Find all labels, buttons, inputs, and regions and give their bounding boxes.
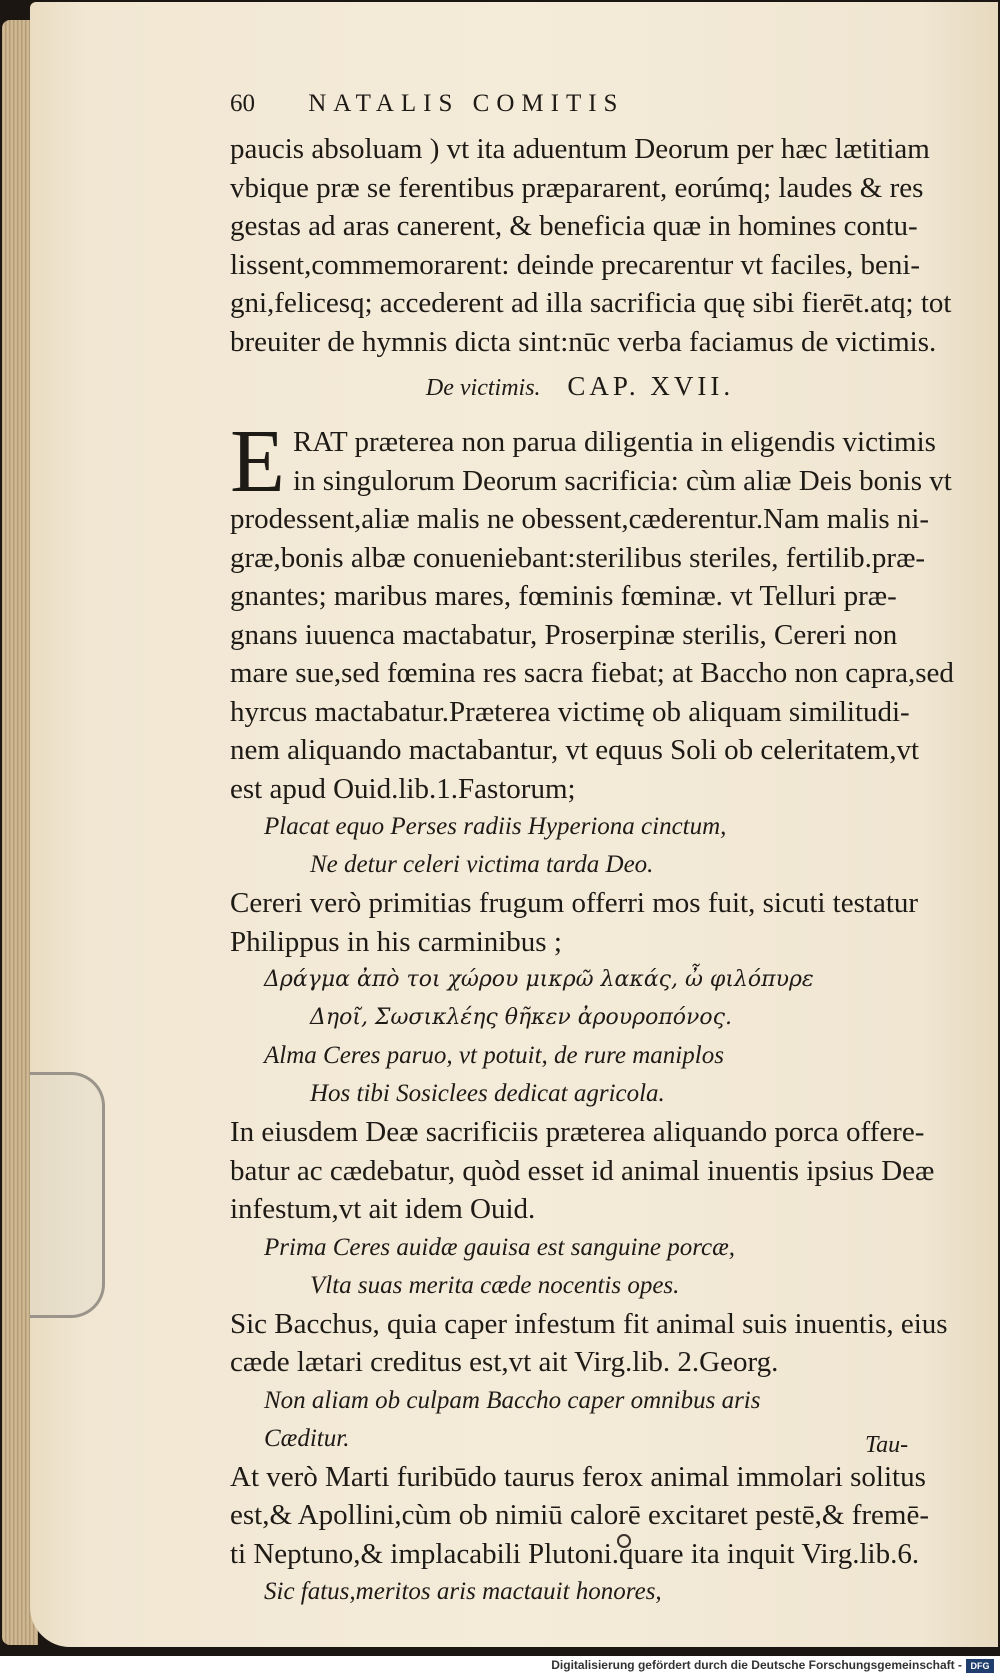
text-line: est,& Apollini,cùm ob nimiū calorē excitaret pestē,& fremē- [230, 1499, 930, 1531]
text-line: prodessent,aliæ malis ne obessent,cæderentur.Nam malis ni- [230, 503, 930, 535]
text-line: RAT præterea non parua diligentia in eligendis victimis [292, 426, 936, 458]
verse-line: Ne detur celeri victima tarda Deo. [310, 851, 654, 878]
verse-line: Cæditur. [264, 1424, 350, 1452]
verse-line: Sic fatus,meritos aris mactauit honores, [264, 1578, 662, 1605]
text-line: Philippus in his carminibus ; [230, 925, 562, 958]
text-line: gnans iuuenca mactabatur, Proserpinæ sterilis, Cereri non [230, 618, 898, 651]
greek-verse-line: Δηοῖ, Σωσικλέης θῆκεν ἀρουροπόνος. [310, 1005, 732, 1030]
greek-verse-line: Δράγμα ἀπὸ τοι χώρου μικρῶ λακάς, ὦ φιλόπυρε [264, 967, 814, 992]
verse-line: Prima Ceres auidæ gauisa est sanguine porcæ, [264, 1233, 736, 1261]
text-line: At verò Marti furibūdo taurus ferox animal immolari solitus [230, 1460, 926, 1493]
page-number: 60 [230, 90, 255, 117]
text-line: paucis absoluam ) vt ita aduentum Deorum per hæc lætitiam [230, 133, 930, 165]
text-line: batur ac cædebatur, quòd esset id animal inuentis ipsius Deæ [230, 1154, 935, 1187]
text-line: in singulorum Deorum sacrificia: cùm aliæ Deis bonis vt [292, 464, 952, 497]
text-line: Cereri verò primitias frugum offerri mos fuit, sicuti testatur [230, 887, 919, 919]
text-line: gni,felicesq; accederent ad illa sacrificia quę sibi fierēt.atq; tot [230, 287, 952, 319]
text-line: mare sue,sed fœmina res sacra fiebat; at Baccho non capra,sed [230, 657, 954, 689]
text-line: nem aliquando mactabantur, vt equus Soli ob celeritatem,vt [230, 734, 920, 766]
verse-line: Placat equo Perses radiis Hyperiona cinctum, [264, 813, 727, 840]
drop-cap-initial: E [230, 412, 285, 511]
text-line: lissent,commemorarent: deinde precarentur vt faciles, beni- [230, 248, 921, 281]
running-title: NATALIS COMITIS [308, 90, 625, 117]
text-line: breuiter de hymnis dicta sint:nūc verba faciamus de victimis. [230, 325, 937, 358]
text-line: hyrcus mactabatur.Præterea victimę ob aliquam similitudi- [230, 695, 910, 728]
chapter-heading [230, 371, 930, 407]
chapter-body [230, 412, 954, 808]
text-line: cæde lætari creditus est,vt ait Virg.lib. 2.Georg. [230, 1346, 779, 1378]
text-line: est apud Ouid.lib.1.Fastorum; [230, 772, 576, 805]
ornament-icon [617, 1534, 631, 1548]
text-line: Sic Bacchus, quia caper infestum fit animal suis inuentis, eius [230, 1307, 948, 1340]
text-line: græ,bonis albæ conueniebant:sterilibus steriles, fertilib.præ- [230, 541, 926, 574]
text-line: ti Neptuno,& implacabili Plutoni.quare ita inquit Virg.lib.6. [230, 1537, 920, 1570]
text-line: gnantes; maribus mares, fœminis fœminæ. vt Telluri præ- [230, 580, 897, 612]
text-line: In eiusdem Deæ sacrificiis præterea aliquando porca offere- [230, 1116, 925, 1148]
dfg-logo-icon: DFG [966, 1659, 994, 1673]
running-head [230, 90, 930, 130]
text-line: gestas ad aras canerent, & beneficia quæ in homines contu- [230, 210, 918, 242]
chapter-subject: De victimis. [425, 375, 541, 401]
digitization-footer [0, 1656, 1000, 1676]
verse-line: Vlta suas merita cæde nocentis opes. [310, 1271, 680, 1299]
text-line: vbique præ se ferentibus præpararent, eorúmq; laudes & res [230, 171, 924, 204]
verse-line: Non aliam ob culpam Baccho caper omnibus aris [264, 1386, 761, 1414]
page-clip [30, 1072, 105, 1318]
chapter-label: CAP. XVII. [567, 371, 735, 401]
text-line: infestum,vt ait idem Ouid. [230, 1193, 536, 1225]
verse-line: Alma Ceres paruo, vt potuit, de rure maniplos [264, 1042, 724, 1069]
catchword: Tau- [865, 1432, 909, 1458]
page-text [230, 90, 954, 1611]
funding-credit: Digitalisierung gefördert durch die Deutsche Forschungsgemeinschaft - [551, 1658, 962, 1672]
verse-line: Hos tibi Sosiclees dedicat agricola. [310, 1080, 665, 1107]
